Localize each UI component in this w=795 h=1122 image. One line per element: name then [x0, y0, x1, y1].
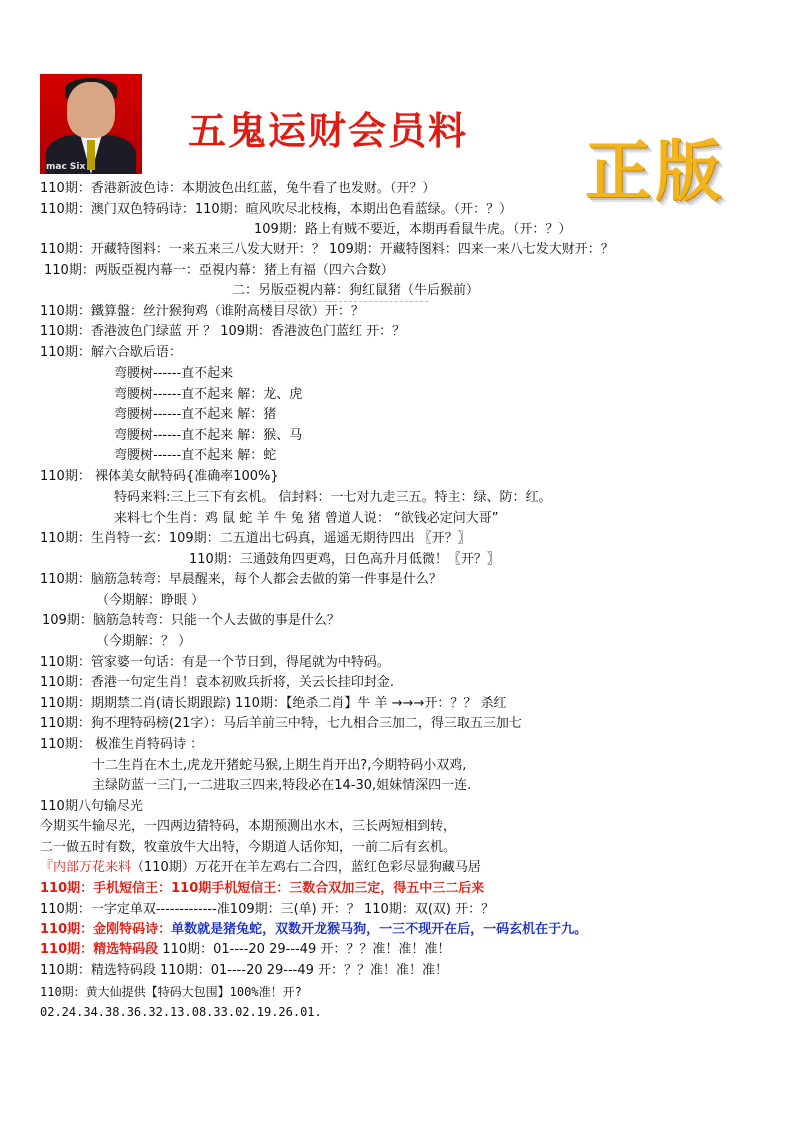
wanhua-rest: （110期）万花开在羊左鸡右二合四，蓝红色彩尽显狗藏马居 [131, 860, 481, 875]
genuine-badge: 正版 [585, 133, 725, 210]
line-liangban-2: 二：另版亞視内幕：狗红鼠猪（牛后猴前） [232, 283, 480, 298]
line-aomen-shuangse: 110期：澳门双色特码诗：110期：暄风吹尽北枝梅，本期出色看蓝绿。（开：？） [40, 202, 513, 217]
line-jizhun-1: 十二生肖在木土,虎龙开猪蛇马猴,上期生肖开出?,今期特码小双鸡, [92, 758, 467, 773]
line-naojin-2-ans: （今期解：？ ） [96, 634, 192, 649]
line-huangdaxian: 110期：精选特码段 110期：01----20 29---49 开：？？准！准！准！ [40, 963, 449, 978]
jingxuan-prefix: 110期：精选特码段 [40, 942, 159, 957]
line-xianggang-yiju: 110期：香港一句定生肖！袁本初败兵折将，关云长挂印封金. [40, 675, 394, 690]
line-qiqijin: 110期：期期禁二肖(请长期跟踪) 110期：【绝杀二肖】牛 羊 →→→开：？？ 杀红 [40, 696, 507, 711]
line-tiesuanpan: 110期：鐵算盤：丝汁猴狗鸡（谁附高楼目尽欲）开：？ [40, 304, 364, 319]
line-goubuli: 110期：狗不理特码榜(21字）：马后羊前三中特，七九相合三加二，得三取五三加七 [40, 716, 522, 731]
separator [268, 301, 428, 302]
line-xianggang-bose: 110期：香港新波色诗：本期波色出红蓝，兔牛看了也发财。（开？） [40, 181, 436, 196]
photo-watermark: mac Six [46, 162, 86, 172]
wanhua-prefix: 『内部万花来料 [40, 860, 132, 875]
line-naojin-1-ans: （今期解：睁眼 ） [96, 593, 205, 608]
line-bajushu: 110期八句输尽光 [40, 799, 143, 814]
line-numbers-1: 110期：黄大仙提供【特码大包围】100%准！开? [40, 985, 302, 999]
jingxuan-rest: 110期：01----20 29---49 开：？？准！准！准！ [158, 942, 451, 957]
line-temalaili: 特码来料:三上三下有玄机。 信封料：一七对九走三五。特主：绿、防：红。 [114, 490, 552, 505]
line-naojin-2: 109期：脑筋急转弯：只能一个人去做的事是什么？ [42, 613, 340, 628]
line-bose-men: 110期：香港波色门绿蓝 开 ？ 109期：香港波色门蓝红 开：？ [40, 324, 406, 339]
page-title: 五鬼运财会员料 [188, 108, 469, 153]
line-bajushu-1: 今期买牛输尽光，一四两边猜特码，本期预测出水木，三长两短相到转， [40, 819, 457, 834]
line-laiqige: 来料七个生肖：鸡 鼠 蛇 羊 牛 兔 猪 曾道人说： “欲钱必定问大哥” [114, 511, 499, 526]
line-aomen-shuangse-109: 109期：路上有贼不要近，本期再看鼠牛虎。（开：？） [254, 222, 572, 237]
line-guanjiapo: 110期：管家婆一句话：有是一个节日到，得尾就为中特码。 [40, 655, 390, 670]
line-liuhe-xiehouyu: 110期：解六合歇后语： [40, 345, 182, 360]
line-wanyaoshu-4: 弯腰树------直不起来 解：猴、马 [114, 428, 303, 443]
line-shouji: 110期：手机短信王：110期手机短信王：三数合双加三定，得五中三二后来 [40, 881, 485, 896]
line-luoti: 110期： 裸体美女献特码{准确率100%} [40, 469, 279, 484]
line-jizhun: 110期： 极准生肖特码诗 ： [40, 737, 204, 752]
author-photo [40, 74, 142, 174]
line-wanyaoshu-1: 弯腰树------直不起来 [114, 366, 234, 381]
photo-face [67, 82, 115, 138]
line-jingxuan [40, 942, 450, 958]
line-wanhua [40, 860, 481, 876]
line-jingang [40, 922, 587, 938]
line-jizhun-2: 主绿防蓝一三门,一二进取三四来,特段必在14-30,姐妹情深四一连. [92, 778, 472, 793]
jingang-rest: 单数就是猪兔蛇，双数开龙猴马狗，一三不现开在后，一码玄机在于九。 [171, 922, 588, 937]
line-shengtexuan-2: 110期：三通鼓角四更鸡，日色高升月低微！〖开？〗 [189, 552, 500, 567]
line-kaicang-tetu: 110期：开藏特图料：一来五来三八发大财开：？ 109期：开藏特图料：四来一来八七发大财开：？ [40, 242, 614, 257]
line-wanyaoshu-5: 弯腰树------直不起来 解：蛇 [114, 448, 277, 463]
line-liangban-1: 110期：两版亞視内幕一：亞視内幕：猪上有福（四六合数） [44, 263, 394, 278]
line-wanyaoshu-3: 弯腰树------直不起来 解：猪 [114, 407, 277, 422]
photo-tie [87, 140, 95, 170]
line-wanyaoshu-2: 弯腰树------直不起来 解：龙、虎 [114, 387, 303, 402]
line-naojin-1: 110期：脑筋急转弯：早晨醒来，每个人都会去做的第一件事是什么？ [40, 572, 442, 587]
line-numbers-2: 02.24.34.38.36.32.13.08.33.02.19.26.01. [40, 1005, 322, 1019]
line-shengtexuan-1: 110期：生肖特一玄：109期：二五道出七码真，遥遥无期待四出 〖开？〗 [40, 531, 471, 546]
jingang-prefix: 110期：金刚特码诗： [40, 922, 172, 937]
line-yizidingdanshuang: 110期：一字定单双-------------准109期：三(单) 开：？ 110期：双(双) 开：？ [40, 902, 495, 917]
line-bajushu-2: 二一做五时有数，牧童放牛大出特，今期道人话你知，一前二后有玄机。 [40, 840, 457, 855]
